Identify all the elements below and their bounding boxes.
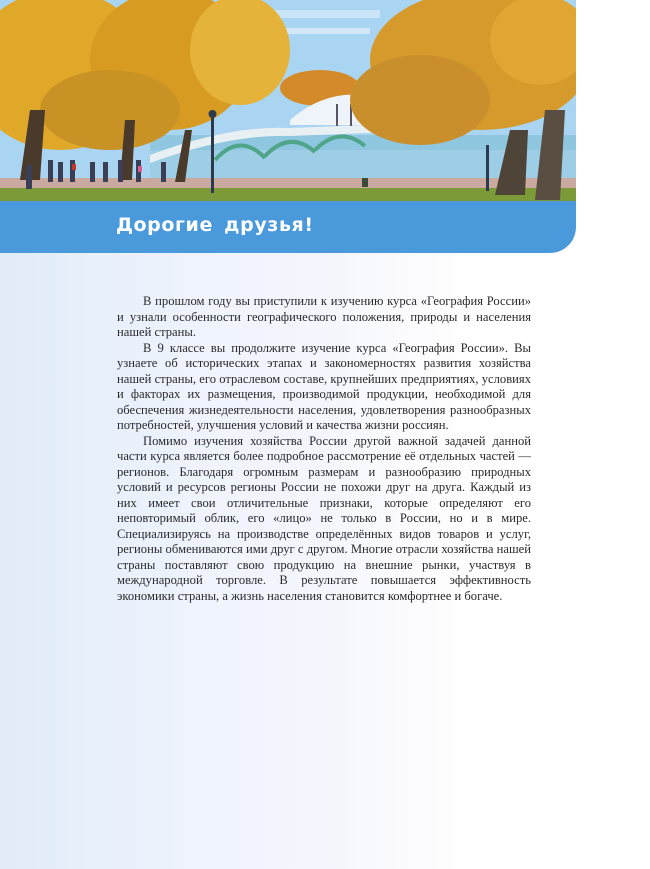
page-title: Дорогие друзья!	[116, 214, 314, 236]
autumn-park-illustration	[0, 0, 576, 202]
section-banner	[0, 201, 576, 253]
paragraph-3: Помимо изучения хозяйства России другой важной задачей данной части курса является более подробное рассмотрение её отдельных частей — регионов. Благодаря огромным размерам и разнообразию природных условий и ресурсов регионы России не похожи друг на друга. Каждый из них имеет свои отличительные признаки, которые определяют его неповторимый облик, его «лицо» не только в России, но и в мире. Специализируясь на производстве определённых видов товаров и услуг, регионы обмениваются ими друг с другом. Многие отрасли хозяйства нашей страны поставляют свою продукцию на внешние рынки, участвуя в международной торговле. В результате повышается эффективность экономики страны, а жизнь населения становится комфортнее и богаче.	[117, 433, 531, 603]
intro-text	[117, 294, 531, 604]
paragraph-2: В 9 классе вы продолжите изучение курса «География России». Вы узнаете об исторических этапах и закономерностях развития хозяйства нашей страны, его отраслевом составе, крупнейших предприятиях, условиях и факторах их размещения, производимой продукции, необходимой для обеспечения жизнедеятельности населения, удовлетворения разнообразных потребностей, улучшения условий и качества жизни россиян.	[117, 340, 531, 432]
paragraph-1: В прошлом году вы приступили к изучению курса «География России» и узнали особенности географического положения, природы и населения нашей страны.	[117, 294, 531, 339]
header-photo	[0, 0, 576, 202]
